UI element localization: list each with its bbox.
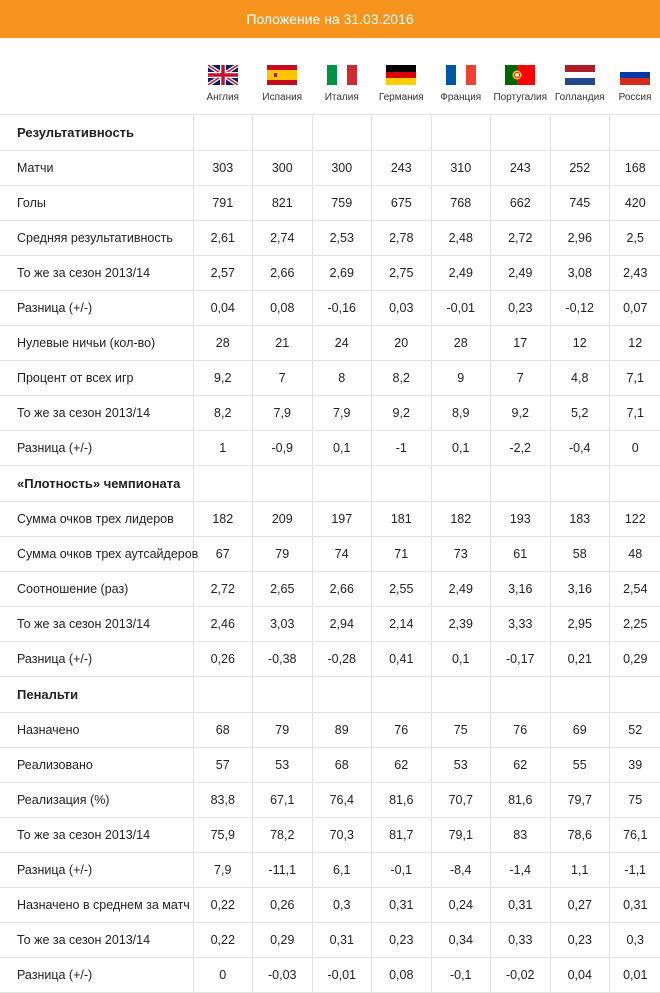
value-cell: 79 xyxy=(253,713,313,748)
table-row xyxy=(0,256,660,291)
value-cell: 183 xyxy=(550,502,610,537)
value-cell: 2,43 xyxy=(610,256,660,291)
country-column xyxy=(431,38,491,115)
value-cell: 0 xyxy=(610,431,660,466)
value-cell: 75 xyxy=(431,713,491,748)
value-cell xyxy=(550,115,610,151)
value-cell: 420 xyxy=(610,186,660,221)
country-column xyxy=(550,38,610,115)
value-cell: 2,72 xyxy=(491,221,551,256)
value-cell: 0,04 xyxy=(193,291,253,326)
value-cell: 1 xyxy=(193,431,253,466)
value-cell: 3,33 xyxy=(491,607,551,642)
value-cell: 2,55 xyxy=(372,572,432,607)
value-cell: 68 xyxy=(193,713,253,748)
table-row xyxy=(0,502,660,537)
value-cell: 83 xyxy=(491,818,551,853)
value-cell: 7,9 xyxy=(312,396,372,431)
value-cell: 2,74 xyxy=(253,221,313,256)
row-label: Разница (+/-) xyxy=(0,291,193,326)
value-cell: -0,01 xyxy=(312,958,372,993)
value-cell: 0,29 xyxy=(253,923,313,958)
value-cell: 7,9 xyxy=(253,396,313,431)
value-cell: 2,53 xyxy=(312,221,372,256)
value-cell: -0,38 xyxy=(253,642,313,677)
page-header xyxy=(0,0,660,38)
value-cell: -2,2 xyxy=(491,431,551,466)
value-cell xyxy=(312,115,372,151)
country-name: Испания xyxy=(262,92,302,103)
stats-table xyxy=(0,38,660,993)
value-cell: 79,7 xyxy=(550,783,610,818)
value-cell: 70,7 xyxy=(431,783,491,818)
value-cell: 0,22 xyxy=(193,888,253,923)
value-cell: 2,66 xyxy=(312,572,372,607)
value-cell: 2,5 xyxy=(610,221,660,256)
section-header-row xyxy=(0,466,660,502)
header-title: Положение на 31.03.2016 xyxy=(246,11,413,27)
value-cell: 3,16 xyxy=(550,572,610,607)
value-cell: 662 xyxy=(491,186,551,221)
country-column xyxy=(491,38,551,115)
value-cell: 2,49 xyxy=(431,572,491,607)
value-cell: 20 xyxy=(372,326,432,361)
value-cell xyxy=(491,115,551,151)
value-cell: 75,9 xyxy=(193,818,253,853)
row-label: Назначено xyxy=(0,713,193,748)
value-cell: 12 xyxy=(550,326,610,361)
value-cell: 75 xyxy=(610,783,660,818)
value-cell: 122 xyxy=(610,502,660,537)
value-cell: 76 xyxy=(372,713,432,748)
value-cell: -0,17 xyxy=(491,642,551,677)
value-cell: 2,39 xyxy=(431,607,491,642)
table-row xyxy=(0,818,660,853)
value-cell: 81,6 xyxy=(372,783,432,818)
value-cell: 0,23 xyxy=(372,923,432,958)
row-label: Разница (+/-) xyxy=(0,958,193,993)
value-cell: 3,16 xyxy=(491,572,551,607)
country-name: Франция xyxy=(440,92,481,103)
value-cell xyxy=(312,466,372,502)
value-cell: 2,57 xyxy=(193,256,253,291)
value-cell: 76 xyxy=(491,713,551,748)
value-cell: 7 xyxy=(253,361,313,396)
value-cell xyxy=(610,466,660,502)
value-cell: 28 xyxy=(193,326,253,361)
value-cell: 3,08 xyxy=(550,256,610,291)
value-cell: 182 xyxy=(431,502,491,537)
value-cell: 675 xyxy=(372,186,432,221)
value-cell xyxy=(253,677,313,713)
value-cell: 9,2 xyxy=(372,396,432,431)
value-cell: 791 xyxy=(193,186,253,221)
country-name: Голландия xyxy=(555,92,605,103)
table-row xyxy=(0,572,660,607)
value-cell: 0,27 xyxy=(550,888,610,923)
value-cell: 67,1 xyxy=(253,783,313,818)
value-cell xyxy=(372,677,432,713)
value-cell: 5,2 xyxy=(550,396,610,431)
table-row xyxy=(0,291,660,326)
table-row xyxy=(0,888,660,923)
value-cell: 55 xyxy=(550,748,610,783)
russia-flag-icon xyxy=(620,65,650,85)
row-label: Разница (+/-) xyxy=(0,431,193,466)
value-cell: 182 xyxy=(193,502,253,537)
value-cell xyxy=(193,115,253,151)
value-cell: 67 xyxy=(193,537,253,572)
value-cell: 17 xyxy=(491,326,551,361)
value-cell: -8,4 xyxy=(431,853,491,888)
table-row xyxy=(0,923,660,958)
uk-flag-icon xyxy=(208,65,238,85)
italy-flag-icon xyxy=(327,65,357,85)
value-cell: 0,07 xyxy=(610,291,660,326)
value-cell: 9,2 xyxy=(491,396,551,431)
table-row xyxy=(0,958,660,993)
country-column xyxy=(193,38,253,115)
value-cell: 0,01 xyxy=(610,958,660,993)
value-cell: -1 xyxy=(372,431,432,466)
row-label: Назначено в среднем за матч xyxy=(0,888,193,923)
value-cell: 2,94 xyxy=(312,607,372,642)
row-label: Средняя результативность xyxy=(0,221,193,256)
value-cell: 4,8 xyxy=(550,361,610,396)
section-title: «Плотность» чемпионата xyxy=(0,466,193,502)
value-cell: 62 xyxy=(372,748,432,783)
value-cell: 24 xyxy=(312,326,372,361)
row-label: Реализация (%) xyxy=(0,783,193,818)
row-label: Сумма очков трех лидеров xyxy=(0,502,193,537)
value-cell: 2,49 xyxy=(431,256,491,291)
value-cell: 193 xyxy=(491,502,551,537)
value-cell: 0,31 xyxy=(491,888,551,923)
value-cell xyxy=(253,115,313,151)
row-label: То же за сезон 2013/14 xyxy=(0,607,193,642)
value-cell: 0,08 xyxy=(253,291,313,326)
table-row xyxy=(0,326,660,361)
value-cell xyxy=(193,466,253,502)
row-label: То же за сезон 2013/14 xyxy=(0,256,193,291)
row-label: Нулевые ничьи (кол-во) xyxy=(0,326,193,361)
value-cell: 52 xyxy=(610,713,660,748)
value-cell: 58 xyxy=(550,537,610,572)
value-cell: -0,4 xyxy=(550,431,610,466)
value-cell: 0,22 xyxy=(193,923,253,958)
row-label: Матчи xyxy=(0,151,193,186)
value-cell: 2,75 xyxy=(372,256,432,291)
value-cell: 76,1 xyxy=(610,818,660,853)
value-cell: 79 xyxy=(253,537,313,572)
value-cell: 2,78 xyxy=(372,221,432,256)
row-label: Разница (+/-) xyxy=(0,853,193,888)
value-cell: 7,1 xyxy=(610,396,660,431)
value-cell: 81,6 xyxy=(491,783,551,818)
country-header-row xyxy=(0,38,660,115)
value-cell xyxy=(372,115,432,151)
value-cell xyxy=(550,677,610,713)
value-cell: 0,3 xyxy=(312,888,372,923)
row-label: Сумма очков трех аутсайдеров xyxy=(0,537,193,572)
value-cell: 252 xyxy=(550,151,610,186)
value-cell: 53 xyxy=(431,748,491,783)
value-cell: -0,28 xyxy=(312,642,372,677)
value-cell: 2,65 xyxy=(253,572,313,607)
value-cell: 3,03 xyxy=(253,607,313,642)
value-cell: 28 xyxy=(431,326,491,361)
value-cell: 68 xyxy=(312,748,372,783)
value-cell xyxy=(550,466,610,502)
value-cell: 71 xyxy=(372,537,432,572)
value-cell: 2,14 xyxy=(372,607,432,642)
value-cell: -1,1 xyxy=(610,853,660,888)
table-row xyxy=(0,186,660,221)
value-cell: 73 xyxy=(431,537,491,572)
value-cell: 79,1 xyxy=(431,818,491,853)
row-label: То же за сезон 2013/14 xyxy=(0,818,193,853)
value-cell: 74 xyxy=(312,537,372,572)
country-name: Италия xyxy=(325,92,359,103)
value-cell: 2,66 xyxy=(253,256,313,291)
value-cell: -0,1 xyxy=(431,958,491,993)
value-cell: 2,25 xyxy=(610,607,660,642)
value-cell: 12 xyxy=(610,326,660,361)
value-cell: 9 xyxy=(431,361,491,396)
value-cell: -11,1 xyxy=(253,853,313,888)
value-cell: 0,1 xyxy=(431,642,491,677)
value-cell: 70,3 xyxy=(312,818,372,853)
value-cell: 0,31 xyxy=(372,888,432,923)
value-cell: 61 xyxy=(491,537,551,572)
value-cell xyxy=(431,115,491,151)
value-cell: 2,61 xyxy=(193,221,253,256)
value-cell: 2,48 xyxy=(431,221,491,256)
row-label: Голы xyxy=(0,186,193,221)
value-cell: 243 xyxy=(372,151,432,186)
country-name: Россия xyxy=(619,92,652,103)
value-cell: 0,33 xyxy=(491,923,551,958)
value-cell: 2,96 xyxy=(550,221,610,256)
table-row xyxy=(0,642,660,677)
row-label: То же за сезон 2013/14 xyxy=(0,396,193,431)
value-cell: -0,03 xyxy=(253,958,313,993)
value-cell: 197 xyxy=(312,502,372,537)
value-cell: 8,2 xyxy=(372,361,432,396)
value-cell: 7,9 xyxy=(193,853,253,888)
value-cell: 53 xyxy=(253,748,313,783)
country-column xyxy=(372,38,432,115)
value-cell: 48 xyxy=(610,537,660,572)
value-cell: 2,72 xyxy=(193,572,253,607)
row-label: Разница (+/-) xyxy=(0,642,193,677)
section-title: Результативность xyxy=(0,115,193,151)
table-row xyxy=(0,607,660,642)
country-column xyxy=(253,38,313,115)
value-cell: -0,02 xyxy=(491,958,551,993)
table-row xyxy=(0,783,660,818)
value-cell: 9,2 xyxy=(193,361,253,396)
country-name: Германия xyxy=(379,92,424,103)
france-flag-icon xyxy=(446,65,476,85)
value-cell: 2,49 xyxy=(491,256,551,291)
value-cell: 81,7 xyxy=(372,818,432,853)
value-cell: 62 xyxy=(491,748,551,783)
value-cell: 83,8 xyxy=(193,783,253,818)
value-cell: 57 xyxy=(193,748,253,783)
table-row xyxy=(0,853,660,888)
value-cell xyxy=(610,677,660,713)
value-cell: 310 xyxy=(431,151,491,186)
value-cell xyxy=(431,677,491,713)
table-row xyxy=(0,221,660,256)
value-cell: 8 xyxy=(312,361,372,396)
country-name: Португалия xyxy=(493,92,547,103)
value-cell: 0,1 xyxy=(312,431,372,466)
value-cell: 78,2 xyxy=(253,818,313,853)
section-header-row xyxy=(0,115,660,151)
section-header-row xyxy=(0,677,660,713)
country-column xyxy=(610,38,660,115)
value-cell: 8,2 xyxy=(193,396,253,431)
value-cell: 2,69 xyxy=(312,256,372,291)
row-label: Процент от всех игр xyxy=(0,361,193,396)
value-cell: 89 xyxy=(312,713,372,748)
germany-flag-icon xyxy=(386,65,416,85)
value-cell: 69 xyxy=(550,713,610,748)
value-cell: 78,6 xyxy=(550,818,610,853)
value-cell: 243 xyxy=(491,151,551,186)
value-cell xyxy=(610,115,660,151)
value-cell: 0,3 xyxy=(610,923,660,958)
value-cell: 0,24 xyxy=(431,888,491,923)
value-cell: 2,46 xyxy=(193,607,253,642)
value-cell xyxy=(491,677,551,713)
portugal-flag-icon xyxy=(505,65,535,85)
value-cell: 2,95 xyxy=(550,607,610,642)
value-cell: 0,1 xyxy=(431,431,491,466)
value-cell: 6,1 xyxy=(312,853,372,888)
value-cell: -0,9 xyxy=(253,431,313,466)
value-cell xyxy=(253,466,313,502)
value-cell xyxy=(193,677,253,713)
section-title: Пенальти xyxy=(0,677,193,713)
value-cell xyxy=(312,677,372,713)
value-cell: 0,23 xyxy=(550,923,610,958)
table-row xyxy=(0,431,660,466)
spain-flag-icon xyxy=(267,65,297,85)
value-cell xyxy=(372,466,432,502)
corner-cell xyxy=(0,38,193,115)
value-cell: 0,29 xyxy=(610,642,660,677)
value-cell: 300 xyxy=(312,151,372,186)
value-cell: 168 xyxy=(610,151,660,186)
value-cell: 2,54 xyxy=(610,572,660,607)
table-row xyxy=(0,396,660,431)
value-cell: -1,4 xyxy=(491,853,551,888)
value-cell: 7 xyxy=(491,361,551,396)
table-row xyxy=(0,361,660,396)
value-cell: 21 xyxy=(253,326,313,361)
table-row xyxy=(0,713,660,748)
value-cell: 8,9 xyxy=(431,396,491,431)
value-cell: 39 xyxy=(610,748,660,783)
country-name: Англия xyxy=(207,92,239,103)
value-cell: 0,31 xyxy=(312,923,372,958)
value-cell: 300 xyxy=(253,151,313,186)
value-cell: 768 xyxy=(431,186,491,221)
netherlands-flag-icon xyxy=(565,65,595,85)
value-cell: 0,31 xyxy=(610,888,660,923)
value-cell: 0 xyxy=(193,958,253,993)
value-cell: -0,16 xyxy=(312,291,372,326)
table-row xyxy=(0,537,660,572)
value-cell: 0,23 xyxy=(491,291,551,326)
table-row xyxy=(0,151,660,186)
value-cell: 0,21 xyxy=(550,642,610,677)
value-cell: 821 xyxy=(253,186,313,221)
value-cell: 209 xyxy=(253,502,313,537)
value-cell: 0,41 xyxy=(372,642,432,677)
value-cell: 0,04 xyxy=(550,958,610,993)
row-label: Реализовано xyxy=(0,748,193,783)
value-cell: 0,08 xyxy=(372,958,432,993)
table-row xyxy=(0,748,660,783)
value-cell: -0,1 xyxy=(372,853,432,888)
value-cell: 76,4 xyxy=(312,783,372,818)
value-cell: -0,01 xyxy=(431,291,491,326)
value-cell: 181 xyxy=(372,502,432,537)
row-label: То же за сезон 2013/14 xyxy=(0,923,193,958)
value-cell: 0,26 xyxy=(193,642,253,677)
value-cell: 745 xyxy=(550,186,610,221)
value-cell: -0,12 xyxy=(550,291,610,326)
value-cell xyxy=(491,466,551,502)
value-cell: 0,34 xyxy=(431,923,491,958)
value-cell: 0,03 xyxy=(372,291,432,326)
value-cell: 759 xyxy=(312,186,372,221)
value-cell: 0,26 xyxy=(253,888,313,923)
row-label: Соотношение (раз) xyxy=(0,572,193,607)
country-column xyxy=(312,38,372,115)
value-cell: 1,1 xyxy=(550,853,610,888)
value-cell: 303 xyxy=(193,151,253,186)
value-cell: 7,1 xyxy=(610,361,660,396)
value-cell xyxy=(431,466,491,502)
